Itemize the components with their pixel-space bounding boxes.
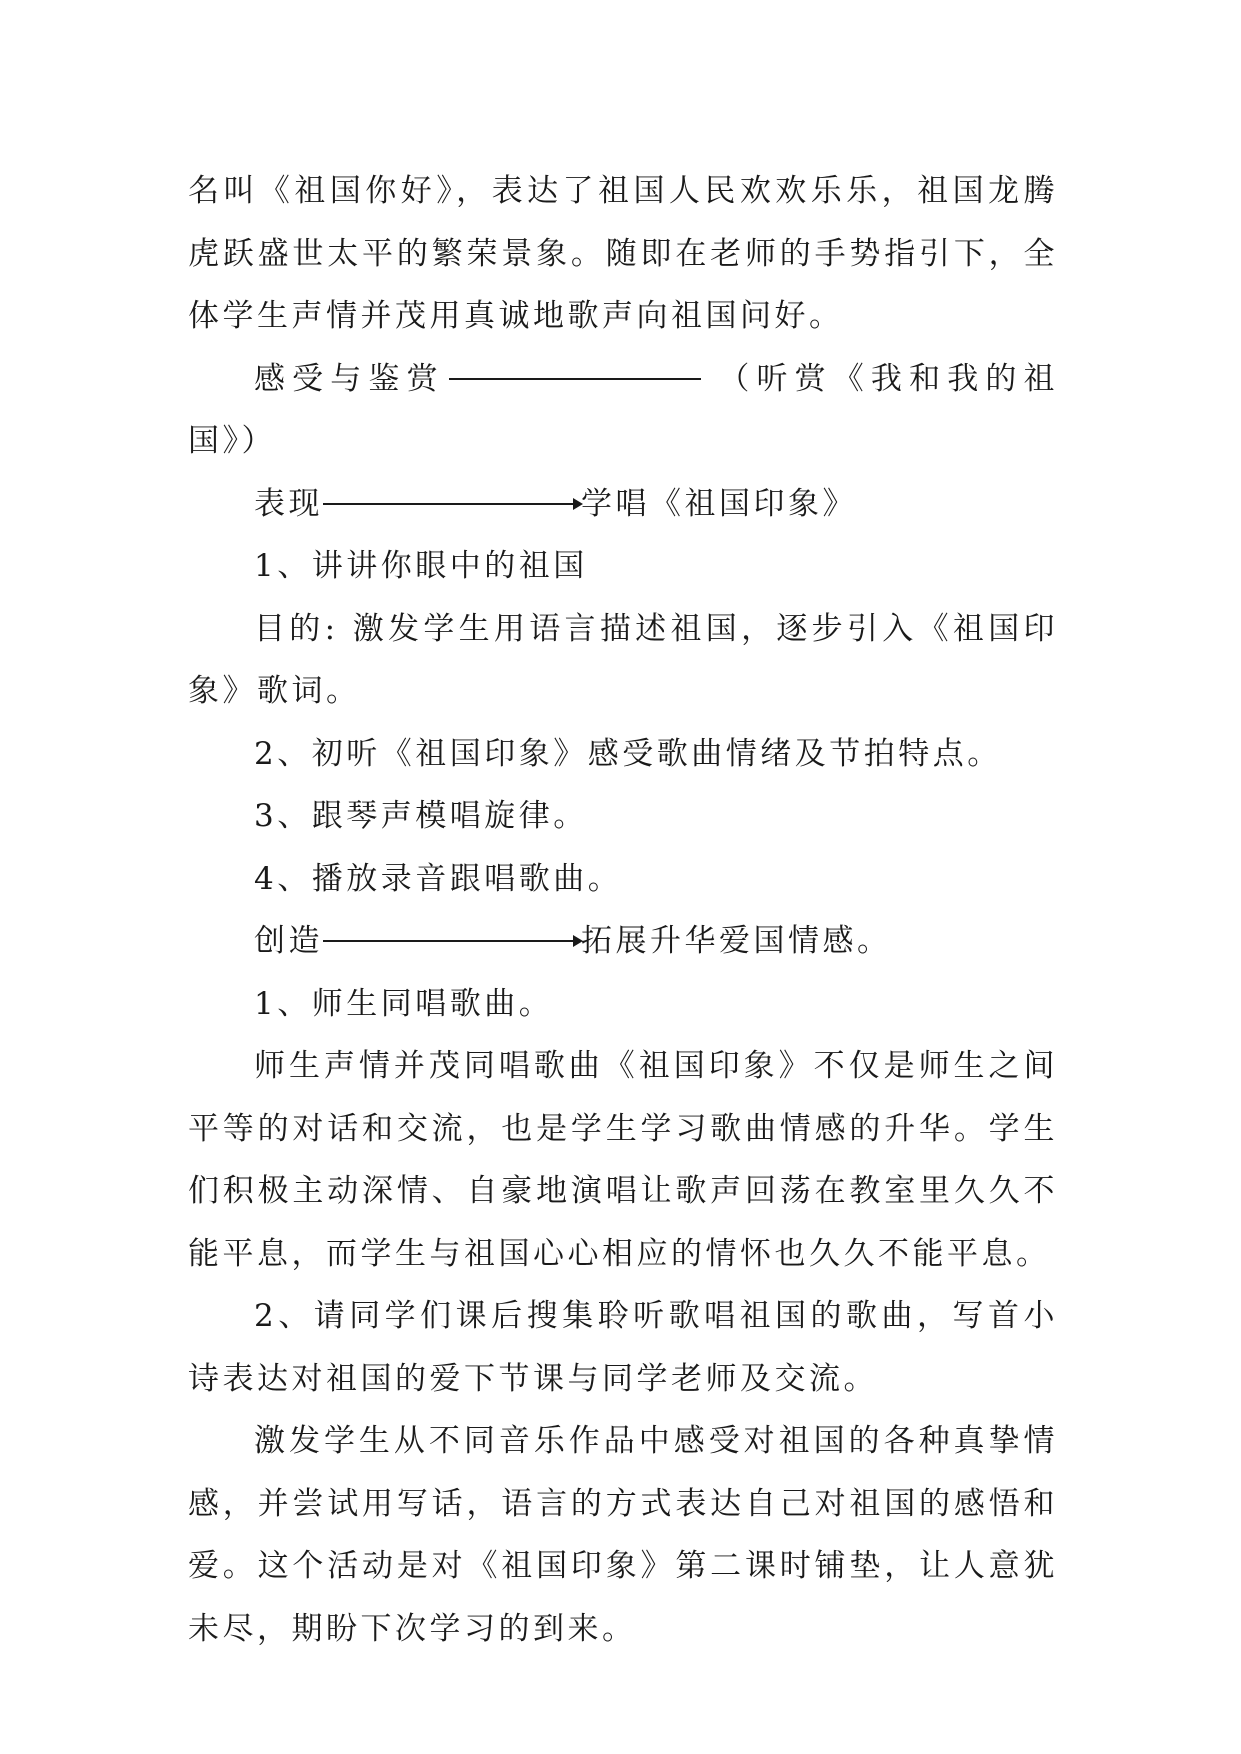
arrow-dash-creation [323, 940, 581, 942]
step-2-listen: 2、初听《祖国印象》感受歌曲情绪及节拍特点。 [254, 735, 1002, 772]
paragraph-sing-together-detail: 师生声情并茂同唱歌曲《祖国印象》不仅是师生之间平等的对话和交流，也是学生学习歌曲情感的升华。学生们积极主动深情、自豪地演唱让歌声回荡在教室里久久不能平息，而学生与祖国心心相应的情怀也久久不能平息。 [188, 1048, 1058, 1272]
arrow-dash-performance [323, 503, 581, 505]
arrow-dash-appreciation [449, 378, 701, 380]
performance-detail: 学唱《祖国印象》 [581, 485, 857, 522]
appreciation-label: 感受与鉴赏 [254, 360, 445, 397]
paragraph-creation [188, 910, 1058, 973]
paragraph-conclusion: 激发学生从不同音乐作品中感受对祖国的各种真挚情感，并尝试用写话，语言的方式表达自己对祖国的感悟和爱。这个活动是对《祖国印象》第二课时铺垫，让人意犹未尽，期盼下次学习的到来。 [188, 1423, 1058, 1647]
step-2-homework: 2、请同学们课后搜集聆听歌唱祖国的歌曲，写首小诗表达对祖国的爱下节课与同学老师及交流。 [188, 1298, 1058, 1397]
appreciation-detail: （听赏《我和我的祖国》） [188, 360, 1059, 459]
creation-detail: 拓展升华爱国情感。 [581, 923, 892, 959]
step-1-sing-together: 1、师生同唱歌曲。 [254, 985, 554, 1022]
paragraph-performance [188, 473, 1058, 536]
step-1-talk: 1、讲讲你眼中的祖国 [254, 548, 588, 584]
creation-label: 创造 [254, 923, 323, 959]
document-body [188, 160, 1058, 1660]
step-4-sing-along: 4、播放录音跟唱歌曲。 [254, 860, 623, 897]
paragraph-purpose: 目的: 激发学生用语言描述祖国，逐步引入《祖国印象》歌词。 [188, 610, 1058, 709]
performance-label: 表现 [254, 485, 323, 522]
paragraph-appreciation [188, 348, 1058, 473]
step-3-hum: 3、跟琴声模唱旋律。 [254, 798, 588, 834]
paragraph-intro: 名叫《祖国你好》，表达了祖国人民欢欢乐乐，祖国龙腾虎跃盛世太平的繁荣景象。随即在老师的手势指引下，全体学生声情并茂用真诚地歌声向祖国问好。 [188, 173, 1058, 334]
